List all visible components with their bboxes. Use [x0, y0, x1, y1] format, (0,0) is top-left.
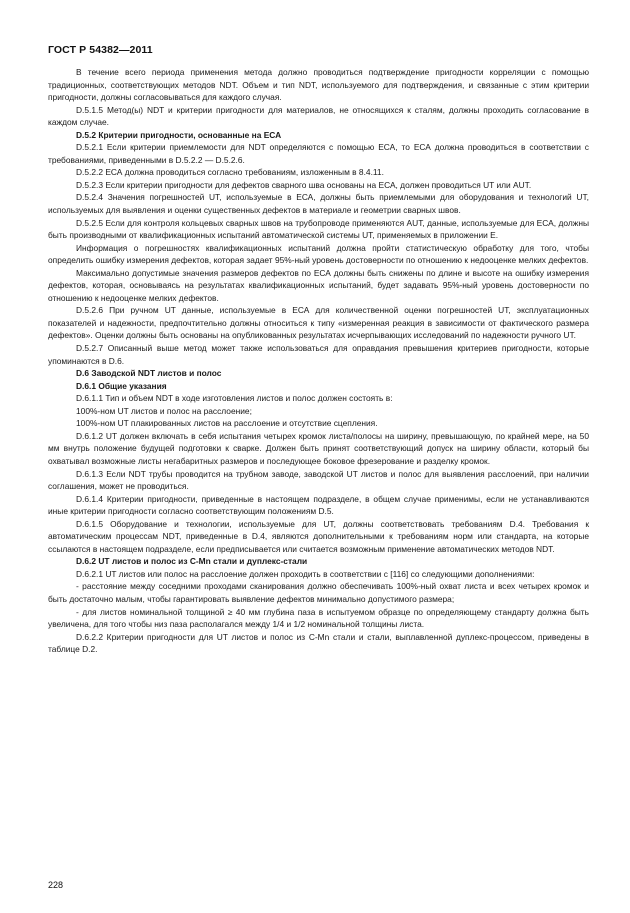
paragraph: D.6.1.5 Оборудование и технологии, используемые для UT, должны соответствовать требованиям D.4. Требования к автоматическим процессам NDT, приведенные в D.4, являются дополнительными к требованиям норм или стандарта, на которые ссылаются в настоящем подразделе, если предписывается или считается возможным применение автоматических методов NDT.	[48, 518, 589, 554]
paragraph: D.5.2.1 Если критерии приемлемости для NDT определяются с помощью ЕСА, то ЕСА должна проводиться в соответствии с требованиями, приведенными в D.5.2.2 — D.5.2.6.	[48, 142, 589, 165]
section-heading: D.5.2 Критерии пригодности, основанные на ЕСА	[76, 129, 282, 140]
paragraph: D.6.1.4 Критерии пригодности, приведенные в настоящем подразделе, в общем случае применимы, если не устанавливаются иные критерии пригодности согласно соответствующим положениям D.5.	[48, 493, 589, 517]
paragraph: D.6.1.2 UT должен включать в себя испытания четырех кромок листа/полосы на ширину, превышающую, по крайней мере, на 50 мм внутрь положение будущей подготовки к сварке. Должен быть принят соответствующий допуск на ширину области, который бы охватывал возможные листы негабаритных размеров и последующее боковое фрезерование и разделку кромок.	[48, 430, 589, 466]
paragraph: D.5.2.3 Если критерии пригодности для дефектов сварного шва основаны на ЕСА, должен проводиться UT или AUT.	[76, 179, 532, 190]
paragraph: D.5.2.6 При ручном UT данные, используемые в ЕСА для количественной оценки погрешностей UT, эксплуатационных показателей и надежности, предпочтительно должны относиться к типу «измеренная реакция в зависимости от фактического размера дефектов». Оценки должны быть основаны на опубликованных результатах исчерпывающих исследований по надежности ручного UT.	[48, 305, 589, 341]
paragraph: Максимально допустимые значения размеров дефектов по ЕСА должны быть снижены по длине и высоте на ошибку измерения дефектов, которая, основываясь на результатах квалификационных испытаний, будет задавать 95%-ный уровень достоверности по отношению к недооценке мелких дефектов.	[48, 267, 589, 303]
document-header: ГОСТ Р 54382—2011	[48, 44, 153, 56]
paragraph: Информация о погрешностях квалификационных испытаний должна пройти статистическую обработку для того, чтобы определить ошибку измерения дефектов, которая задает 95%-ный уровень достоверности по отношению к недооценке мелких дефектов.	[48, 242, 589, 266]
paragraph: D.6.2.2 Критерии пригодности для UT листов и полос из C-Mn стали и стали, выплавленной дуплекс-процессом, приведены в таблице D.2.	[48, 631, 589, 655]
paragraph: D.5.2.5 Если для контроля кольцевых сварных швов на трубопроводе применяются AUT, данные, используемые для ЕСА, должны быть производными от квалификационных испытаний автоматической системы UT, применяемых в приложении Е.	[48, 217, 589, 241]
paragraph: D.5.2.7 Описанный выше метод может также использоваться для оправдания превышения критериев пригодности, которые упоминаются в D.6.	[48, 343, 589, 366]
page-number: 228	[48, 880, 64, 890]
list-item: - для листов номинальной толщиной ≥ 40 мм глубина паза в испытуемом образце по определяющему стандарту должна быть увеличена, для того чтобы низ паза располагался между 1/4 и 1/2 номинальной толщины листа.	[48, 606, 589, 630]
paragraph: 100%-ном UT листов и полос на расслоение;	[76, 405, 252, 416]
paragraph: D.5.2.2 ЕСА должна проводиться согласно требованиям, изложенным в 8.4.11.	[76, 167, 384, 178]
list-item: - расстояние между соседними проходами сканирования должно обеспечивать 100%-ный охват листа и всех четырех кромок и быть достаточно малым, чтобы гарантировать выявление дефектов минимально допустимого размера;	[48, 581, 589, 604]
section-heading: D.6.2 UT листов и полос из C-Mn стали и дуплекс-стали	[76, 556, 308, 567]
paragraph: D.6.2.1 UT листов или полос на расслоение должен проходить в соответствии с [116] со следующими дополнениями:	[76, 568, 535, 579]
section-heading: D.6 Заводской NDT листов и полос	[76, 368, 222, 379]
paragraph: D.6.1.3 Если NDT трубы проводится на трубном заводе, заводской UT листов и полос для выявления расслоений, при наличии соглашения, может не проводиться.	[48, 468, 589, 492]
paragraph: D.5.2.4 Значения погрешностей UT, используемые в ЕСА, должны быть приемлемыми для оборудования и технологий UT, используемых для выявления и оценки существенных дефектов в материале и геометрии сварных швов.	[48, 192, 589, 216]
paragraph: D.6.1.1 Тип и объем NDT в ходе изготовления листов и полос должен состоять в:	[76, 393, 393, 404]
paragraph: В течение всего периода применения метода должно проводиться подтверждение пригодности корреляции с помощью традиционных, соответствующих методов NDT. Объем и тип NDT, используемого для подтверждения, и связанные с этим критерии пригодности, должны согласовываться для каждого случая.	[48, 67, 589, 103]
section-heading: D.6.1 Общие указания	[76, 380, 167, 391]
document-body	[48, 66, 589, 656]
paragraph: D.5.1.5 Метод(ы) NDT и критерии пригодности для материалов, не относящихся к сталям, должны проходить согласование в каждом случае.	[48, 104, 589, 128]
paragraph: 100%-ном UT плакированных листов на расслоение и отсутствие сцепления.	[76, 418, 378, 429]
